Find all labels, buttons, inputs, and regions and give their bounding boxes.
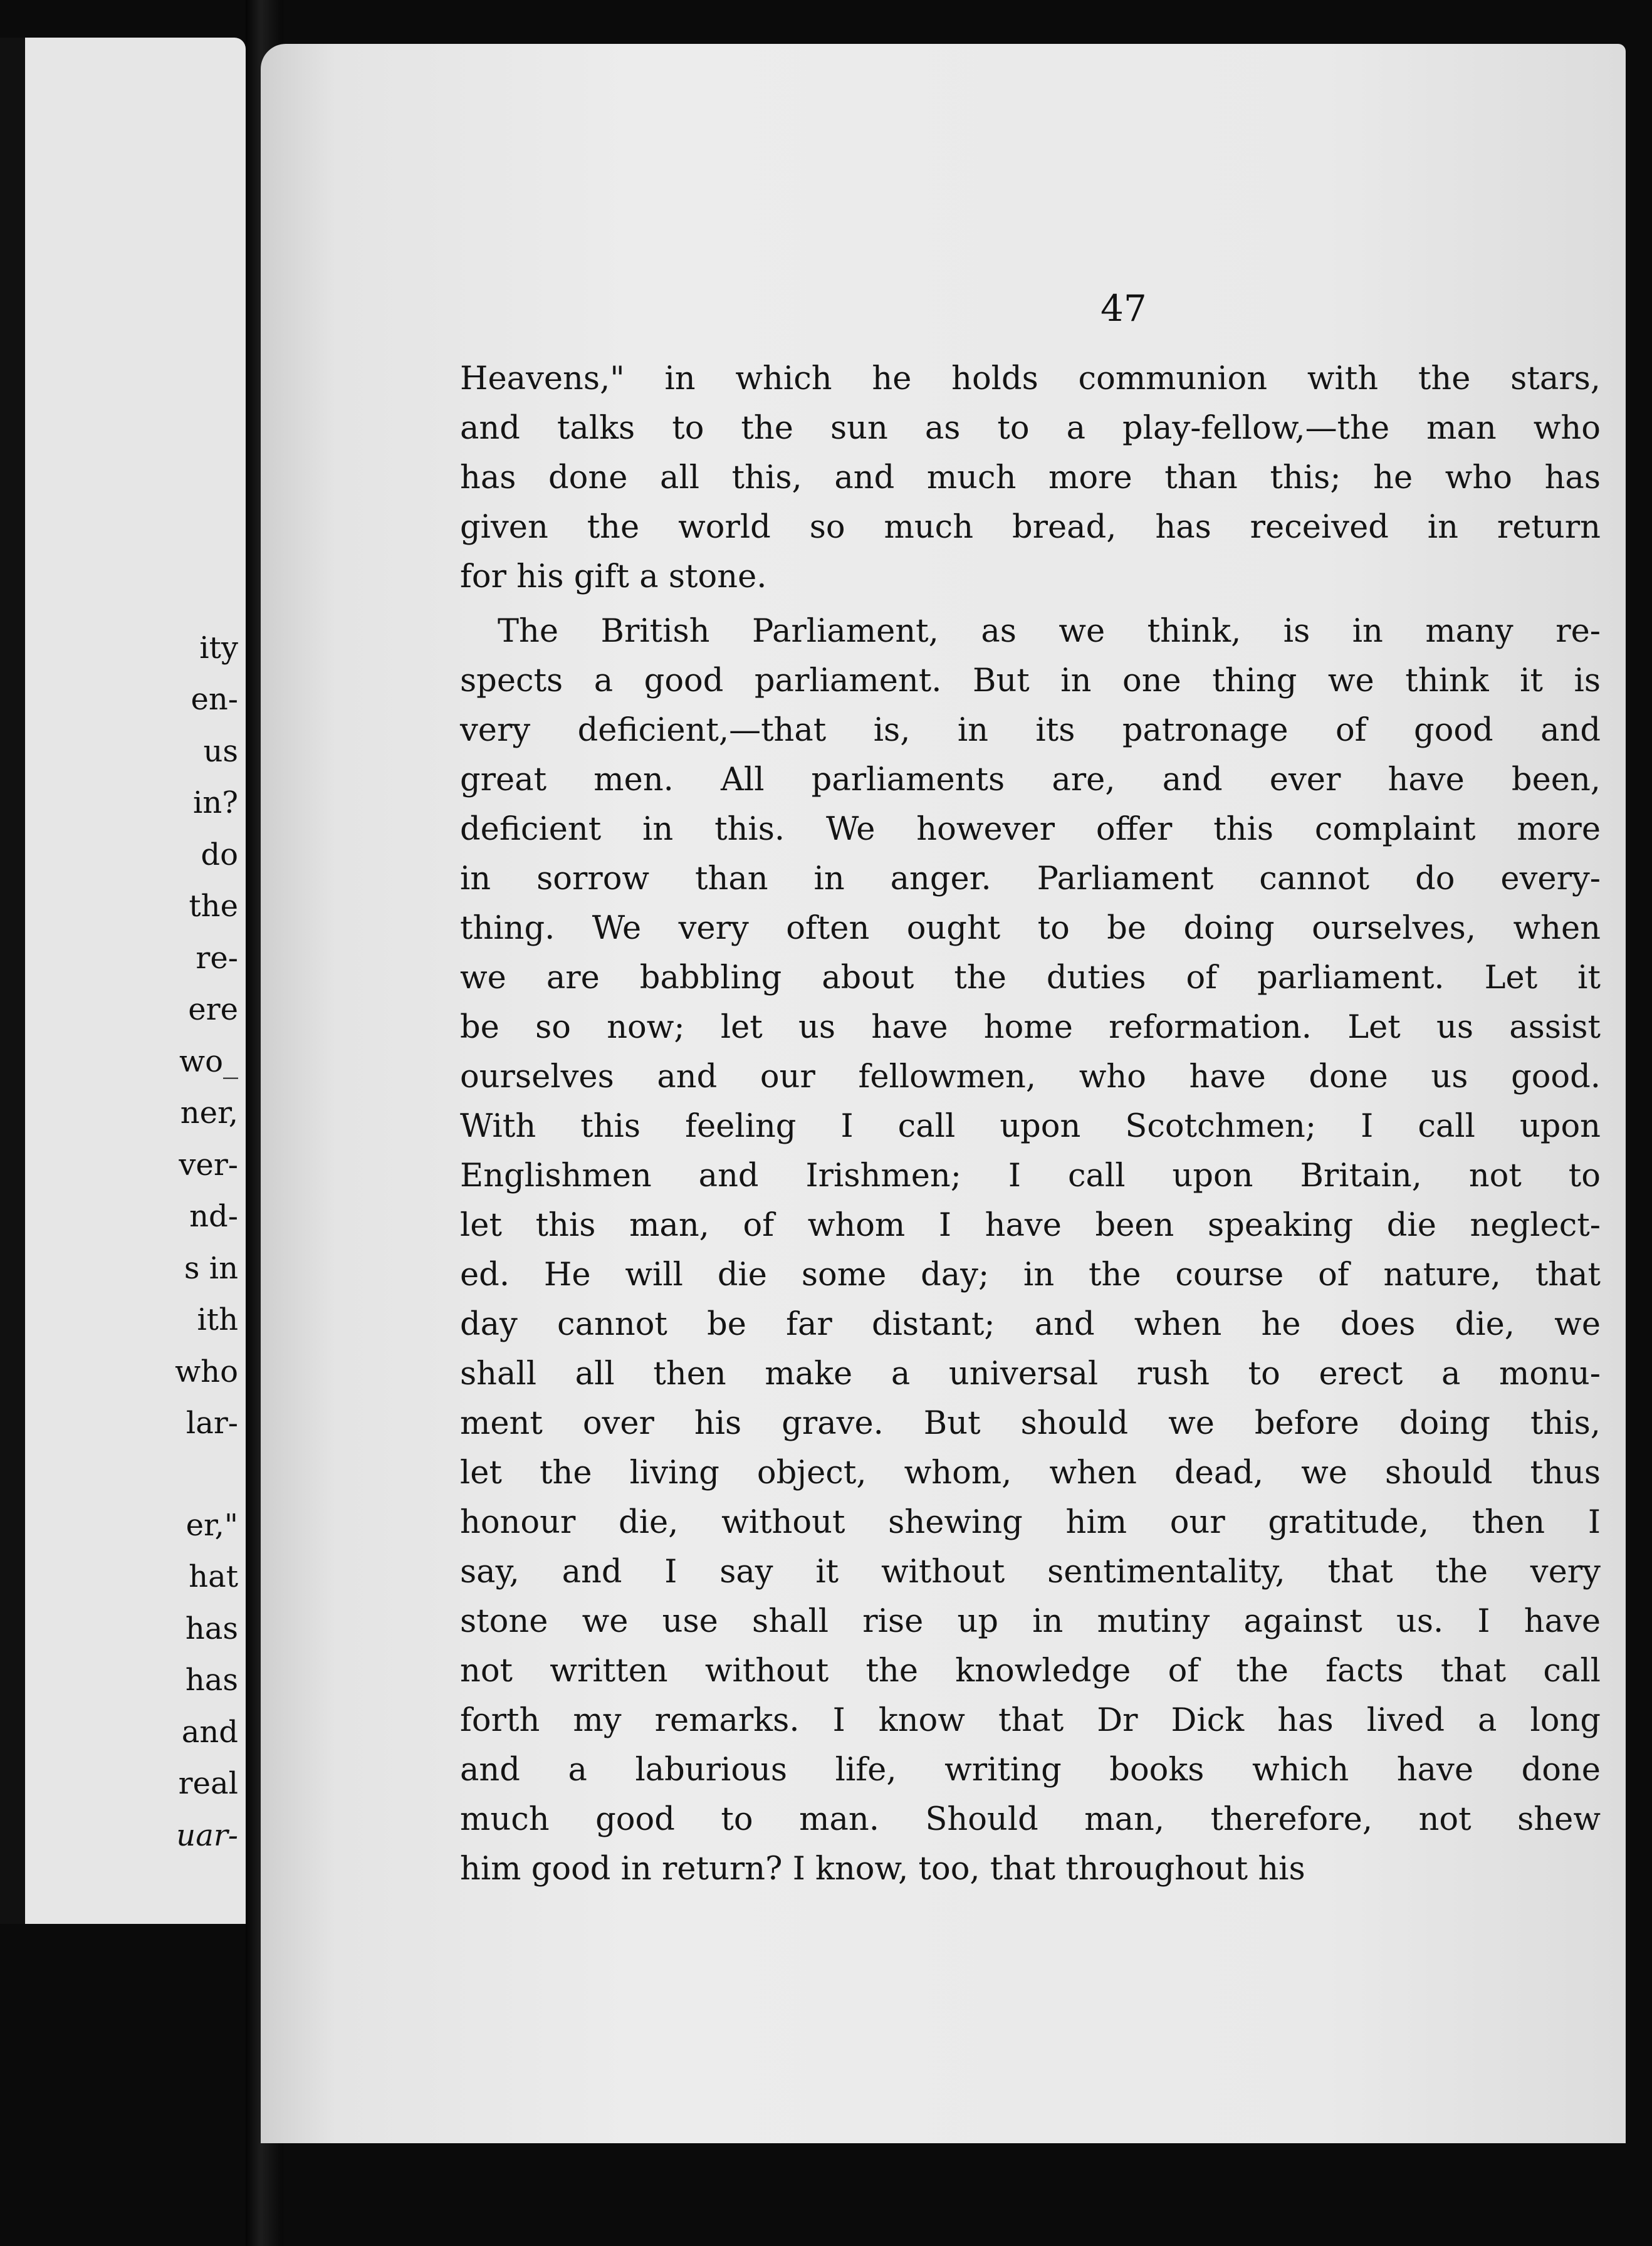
left-page-line: who <box>175 1354 238 1389</box>
right-page <box>261 44 1626 2143</box>
left-page-line: lar- <box>186 1406 238 1441</box>
left-page-line: ity <box>199 630 238 666</box>
text-line: thing. We very often ought to be doing ourselves, when <box>460 910 1601 947</box>
left-page-line: in? <box>193 785 238 820</box>
text-line: him good in return? I know, too, that throughout his <box>460 1851 1305 1888</box>
text-line: Heavens," in which he holds communion with the stars, <box>460 360 1601 397</box>
left-page-line: do <box>201 837 238 872</box>
text-line: let this man, of whom I have been speaking die neglect- <box>460 1207 1601 1244</box>
left-page-line: en- <box>191 682 238 717</box>
text-line: given the world so much bread, has received in return <box>460 509 1601 546</box>
body-text <box>460 354 1601 1894</box>
text-line: honour die, without shewing him our gratitude, then I <box>460 1504 1601 1541</box>
left-page-line: hat <box>189 1559 238 1594</box>
left-page-line: nd- <box>189 1199 238 1234</box>
left-page-line: has <box>185 1663 238 1698</box>
text-line: deficient in this. We however offer this complaint more <box>460 811 1601 848</box>
left-page-line: s in <box>184 1251 238 1286</box>
left-page-line: and <box>181 1715 238 1750</box>
text-line: we are babbling about the duties of parliament. Let it <box>460 959 1601 996</box>
left-page-line: re- <box>196 941 238 976</box>
text-line: ed. He will die some day; in the course of nature, that <box>460 1256 1601 1293</box>
text-line: ment over his grave. But should we before doing this, <box>460 1405 1601 1442</box>
text-line: very deficient,—that is, in its patronage of good and <box>460 712 1601 749</box>
left-page-line: the <box>189 889 238 924</box>
text-line: say, and I say it without sentimentality, that the very <box>460 1554 1601 1590</box>
left-page-line: ere <box>188 992 238 1027</box>
left-page-shadow <box>0 38 25 1924</box>
text-line: let the living object, whom, when dead, we should thus <box>460 1455 1601 1491</box>
text-line: With this feeling I call upon Scotchmen; I call upon <box>460 1108 1601 1145</box>
text-line: day cannot be far distant; and when he does die, we <box>460 1306 1601 1343</box>
text-line: for his gift a stone. <box>460 558 767 595</box>
left-page <box>0 38 246 1924</box>
left-page-line: ith <box>197 1302 238 1337</box>
text-line: great men. All parliaments are, and ever have been, <box>460 761 1601 798</box>
left-page-line: real <box>178 1766 238 1801</box>
text-line: ourselves and our fellowmen, who have done us good. <box>460 1058 1601 1095</box>
left-page-line: us <box>203 734 238 769</box>
left-page-line: has <box>185 1611 238 1646</box>
left-page-line: ner, <box>180 1095 238 1131</box>
text-line: has done all this, and much more than this; he who has <box>460 459 1601 496</box>
page-number: 47 <box>1100 287 1147 330</box>
left-page-line: uar- <box>176 1818 238 1853</box>
text-line: much good to man. Should man, therefore, not shew <box>460 1801 1601 1838</box>
text-line: in sorrow than in anger. Parliament cannot do every- <box>460 860 1601 897</box>
text-line: spects a good parliament. But in one thing we think it is <box>460 662 1601 699</box>
text-line: be so now; let us have home reformation. Let us assist <box>460 1009 1601 1046</box>
text-line: and talks to the sun as to a play-fellow,—the man who <box>460 410 1601 447</box>
text-line: The British Parliament, as we think, is in many re- <box>498 613 1601 650</box>
left-page-line: er," <box>186 1508 238 1543</box>
text-line: Englishmen and Irishmen; I call upon Britain, not to <box>460 1157 1601 1194</box>
text-line: shall all then make a universal rush to erect a monu- <box>460 1355 1601 1392</box>
text-line: forth my remarks. I know that Dr Dick has lived a long <box>460 1702 1601 1739</box>
text-line: stone we use shall rise up in mutiny against us. I have <box>460 1603 1601 1640</box>
text-line: not written without the knowledge of the facts that call <box>460 1653 1601 1690</box>
left-page-line: ver- <box>179 1147 238 1183</box>
text-line: and a laburious life, writing books which have done <box>460 1752 1601 1789</box>
left-page-line: wo_ <box>179 1044 238 1079</box>
